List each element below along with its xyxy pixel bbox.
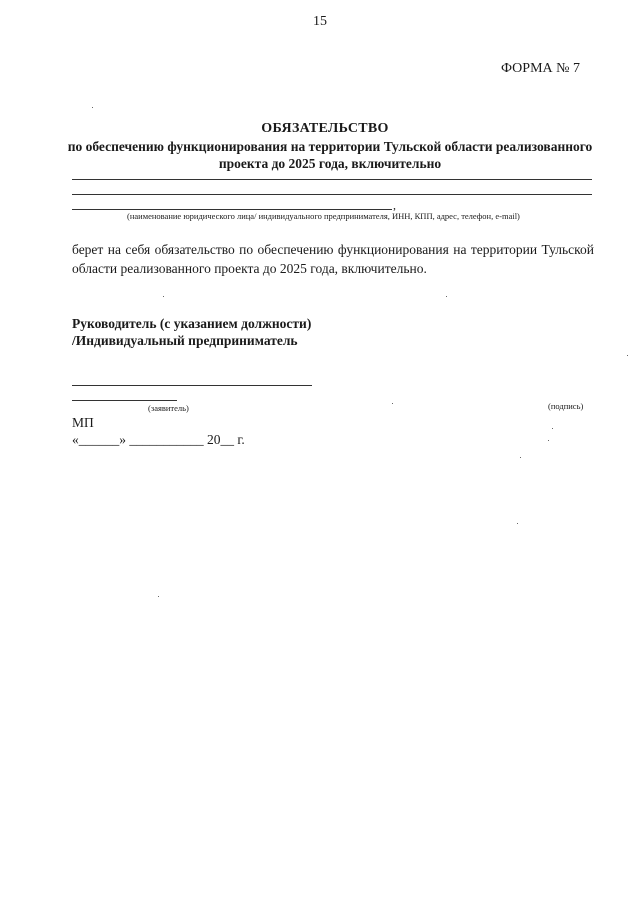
document-title: ОБЯЗАТЕЛЬСТВО bbox=[261, 121, 389, 136]
stamp-label: МП bbox=[72, 415, 94, 430]
scan-speck bbox=[520, 457, 521, 458]
applicant-line bbox=[72, 385, 312, 386]
signer-block bbox=[72, 315, 311, 349]
scan-speck bbox=[392, 403, 393, 404]
scan-speck bbox=[548, 440, 549, 441]
entity-line-3 bbox=[72, 209, 392, 210]
subtitle-line-2: проекта до 2025 года, включительно bbox=[218, 156, 442, 171]
obligation-text: берет на себя обязательство по обеспечению функционирования на территории Тульской области реализованного проекта до 2025 года, включительно. bbox=[72, 242, 594, 276]
entity-line-2 bbox=[72, 194, 592, 195]
entity-line-1 bbox=[72, 179, 592, 180]
page-number: 15 bbox=[313, 14, 327, 29]
scan-speck bbox=[158, 596, 159, 597]
scan-speck bbox=[517, 523, 518, 524]
scan-speck bbox=[92, 107, 93, 108]
scan-speck bbox=[627, 355, 628, 356]
applicant-caption: (заявитель) bbox=[148, 403, 189, 413]
scan-speck bbox=[552, 428, 553, 429]
signer-line-2: /Индивидуальный предприниматель bbox=[72, 333, 298, 348]
scan-speck bbox=[163, 296, 164, 297]
signature-caption: (подпись) bbox=[548, 401, 584, 411]
form-number: ФОРМА № 7 bbox=[500, 61, 580, 76]
document-subtitle bbox=[60, 138, 600, 172]
scan-speck bbox=[446, 296, 447, 297]
entity-caption: (наименование юридического лица/ индивидуального предпринимателя, ИНН, КПП, адрес, телефон, e-mail) bbox=[127, 211, 520, 221]
applicant-short-line bbox=[72, 400, 177, 401]
signer-line-1: Руководитель (с указанием должности) bbox=[72, 316, 312, 331]
entity-comma: , bbox=[393, 198, 396, 212]
date-line: «______» ___________ 20__ г. bbox=[72, 432, 245, 447]
subtitle-line-1: по обеспечению функционирования на территории Тульской области реализованного bbox=[67, 139, 593, 154]
